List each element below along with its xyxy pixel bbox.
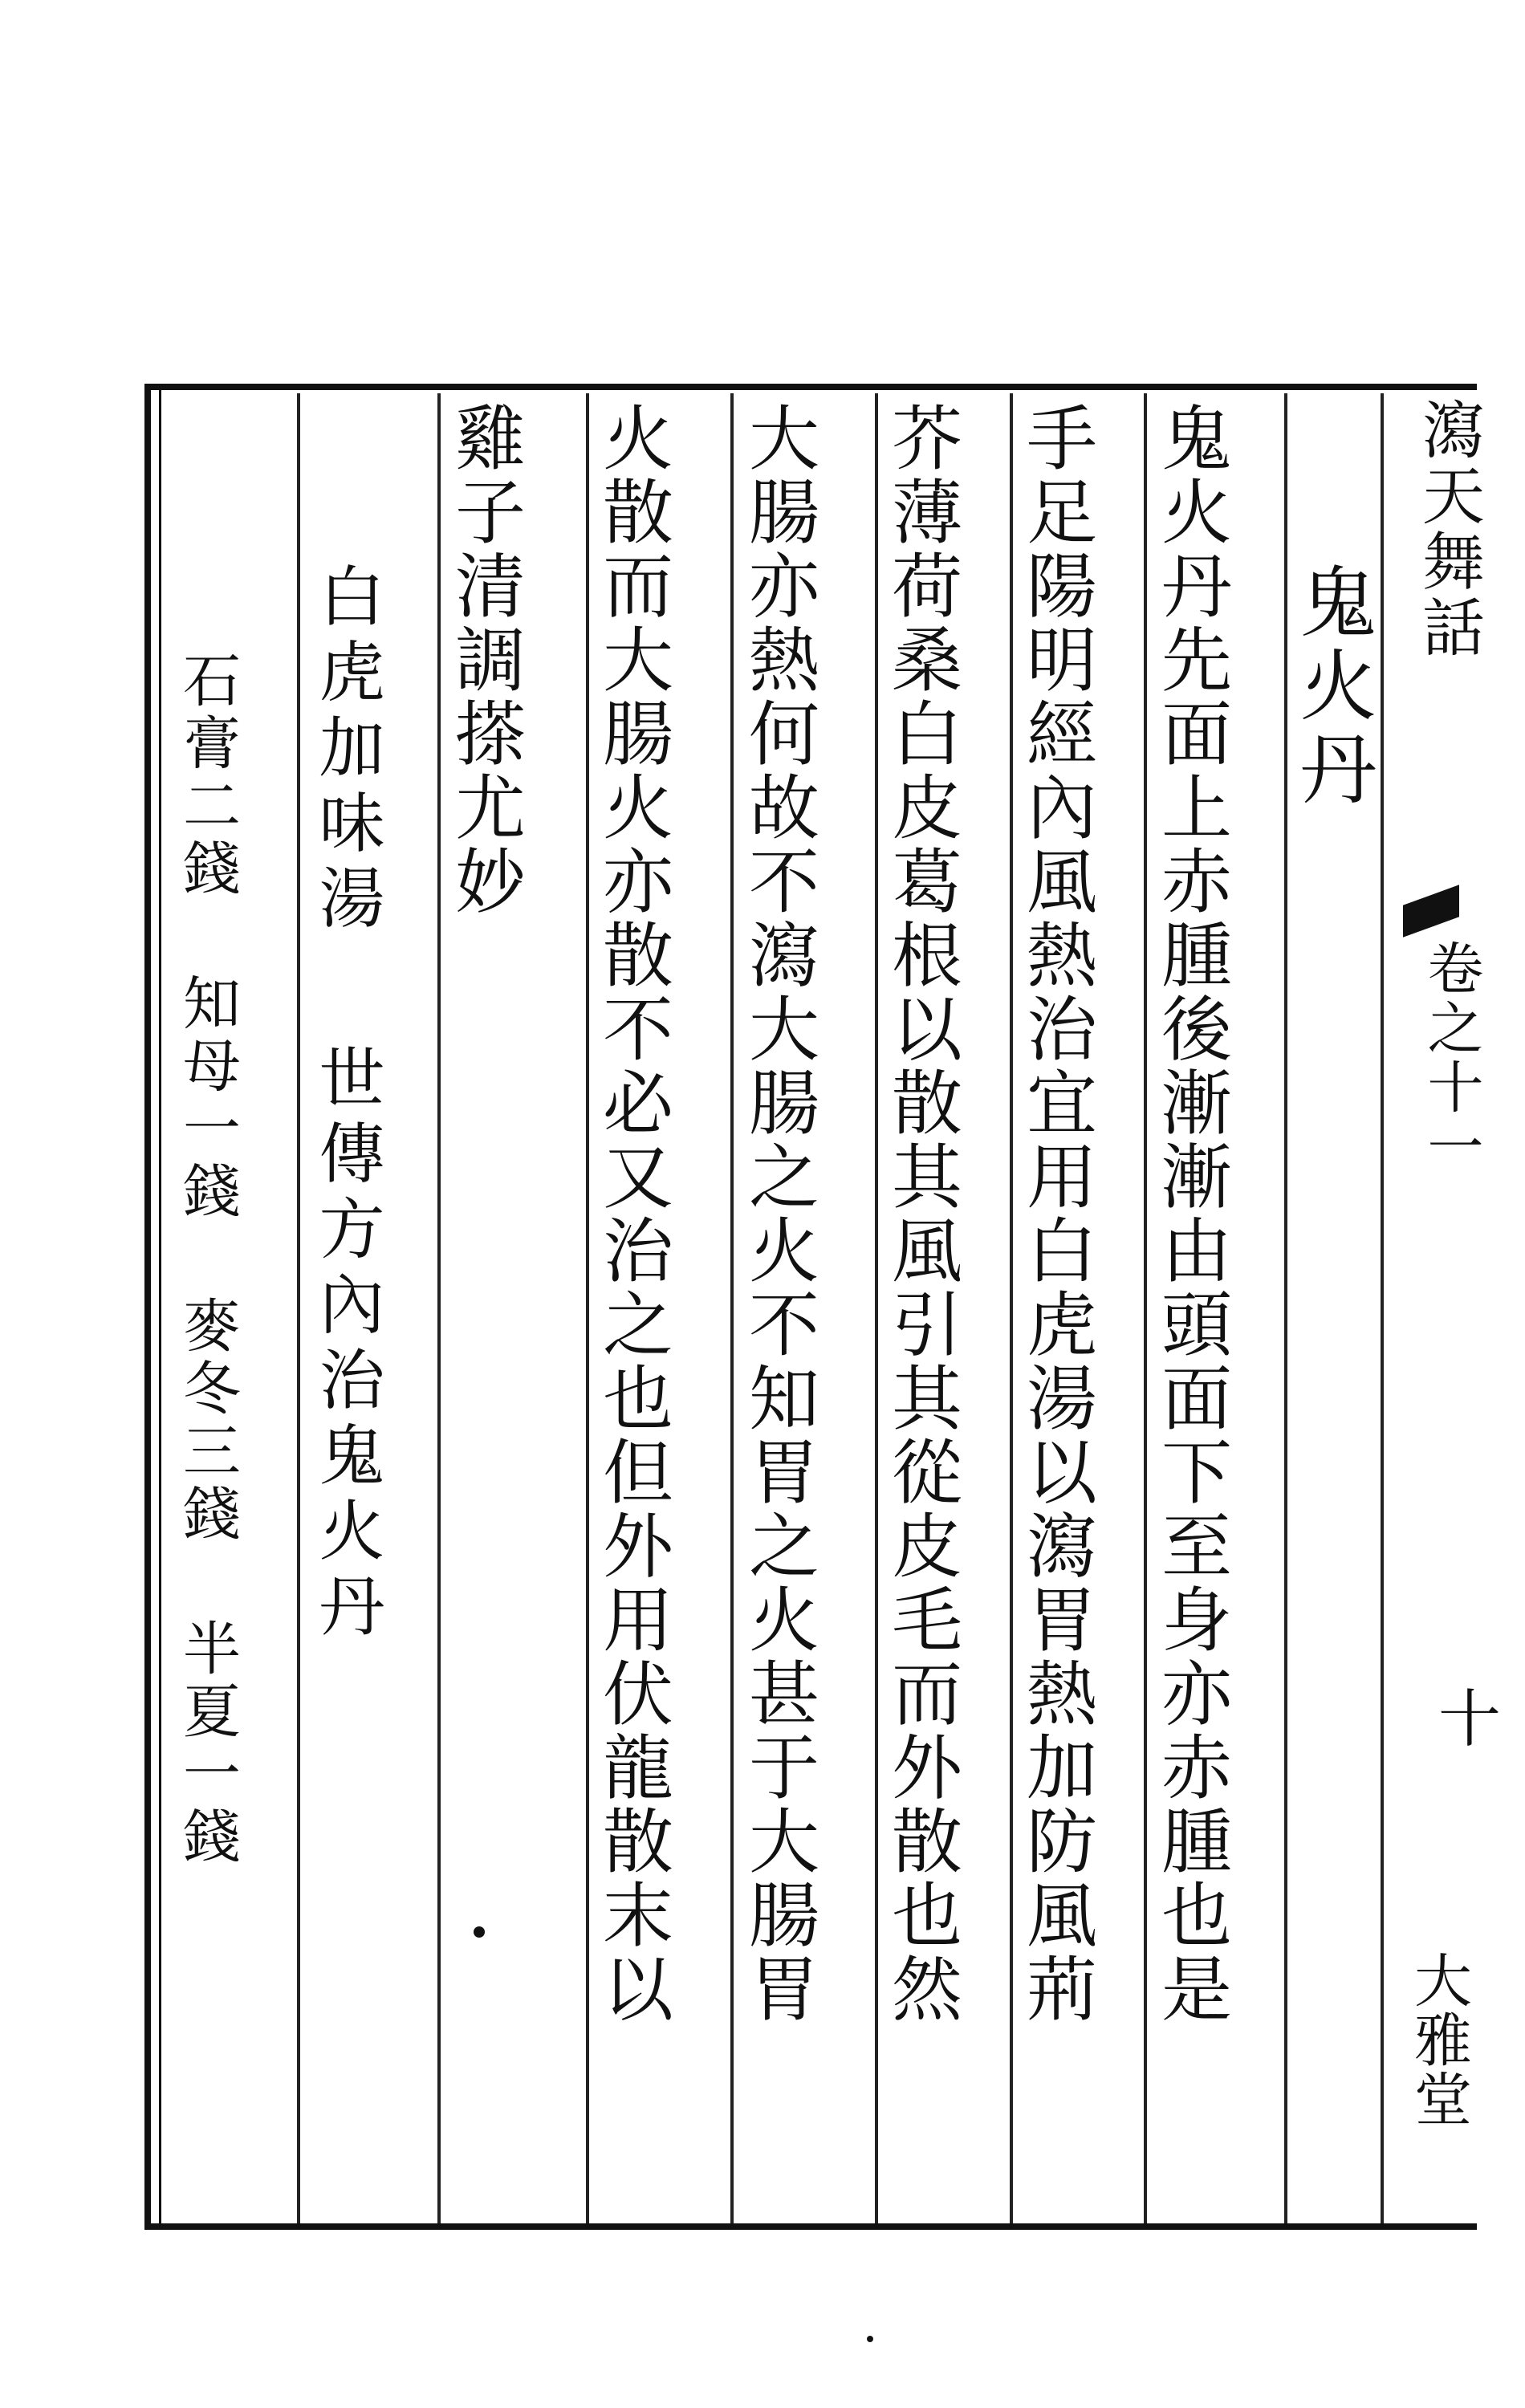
frame-bottom-border (144, 2223, 1477, 2230)
ingredient-list: 石膏二錢 知母一錢 麥冬三錢 半夏一錢 (173, 650, 241, 1869)
ink-dot (474, 1926, 485, 1938)
column-rule (437, 393, 441, 2223)
column-rule (875, 393, 878, 2223)
margin-volume-label: 卷之十一 (1418, 939, 1484, 1177)
frame-left-border (144, 384, 151, 2230)
column-rule (297, 393, 300, 2223)
margin-fishtail-mark (1403, 885, 1459, 937)
text-column: 手足陽明經內風熱治宜用白虎湯以瀉胃熱加防風荊 (1015, 401, 1098, 2026)
margin-book-title: 瀉天舞話 (1412, 397, 1484, 661)
margin-publisher: 大雅堂 (1405, 1950, 1472, 2129)
section-heading: 鬼火丹 (1287, 562, 1377, 812)
prescription-note: 世傳方內治鬼火丹 (308, 1043, 384, 1647)
text-column: 芥薄荷桑白皮葛根以散其風引其從皮毛而外散也然 (880, 401, 963, 2026)
text-column: 鬼火丹先面上赤腫後漸漸由頭面下至身亦赤腫也是 (1150, 401, 1233, 2026)
column-rule (1144, 393, 1147, 2223)
margin-leaf-number: 十 (1428, 1686, 1500, 1748)
frame-left-inner-border (159, 384, 161, 2230)
column-rule (1010, 393, 1013, 2223)
prescription-title: 白虎加味湯 (308, 562, 384, 939)
ink-dot (867, 2336, 873, 2342)
frame-top-border (144, 384, 1477, 390)
text-column: 大腸亦熱何故不瀉大腸之火不知胃之火甚于大腸胃 (738, 401, 820, 2026)
text-column: 雞子清調搽尤妙 (444, 401, 527, 918)
text-column: 火散而大腸火亦散不必又治之也但外用伏龍散末以 (592, 401, 674, 2026)
column-rule (1381, 393, 1384, 2223)
column-rule (730, 393, 734, 2223)
column-rule (586, 393, 589, 2223)
